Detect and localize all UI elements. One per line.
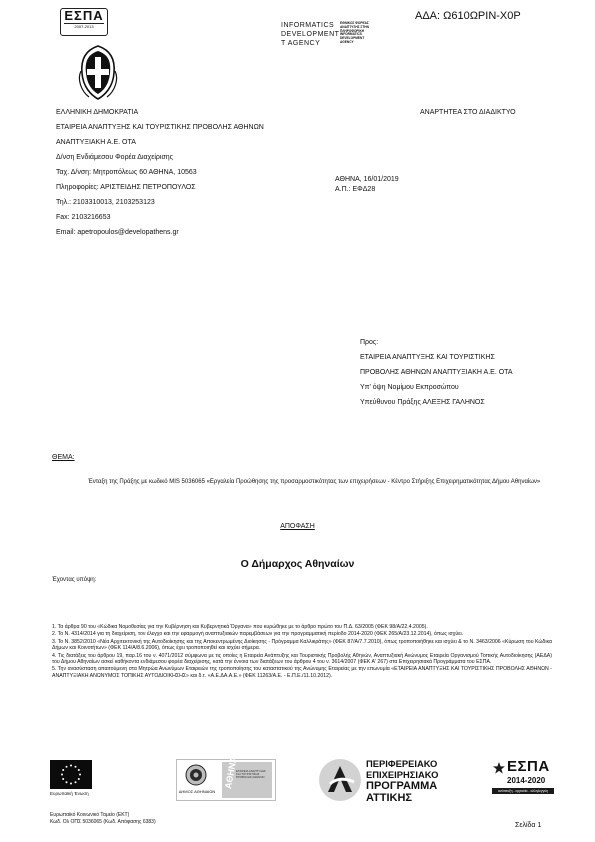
funding-line-1: Ευρωπαϊκό Κοινωνικό Ταμείο (ΕΚΤ) (50, 812, 130, 818)
athens-municipality-caption: ΔΗΜΟΣ ΑΘΗΝΑΙΩΝ (178, 789, 216, 794)
informatics-logo-text (281, 21, 341, 48)
informatics-line-1: INFORMATICS (281, 22, 335, 29)
athens-logo-group (176, 755, 276, 801)
sender-line-6: Πληροφορίες: ΑΡΙΣΤΕΙΔΗΣ ΠΕΤΡΟΠΟΥΛΟΣ (56, 184, 196, 191)
subject-text: Ένταξη της Πράξης με κωδικό MIS 5036065 «Εργαλεία Προώθησης της προσαρμοστικότητας των επιχειρήσεων - Κέντρο Στήριξης Επιχειρηματικότητας Δήμου Αθηναίων» (88, 479, 541, 485)
document-ada-code: ΑΔΑ: Ω610ΩΡΙΝ-Χ0Ρ (415, 10, 521, 22)
recipient-label: Προς: (360, 339, 379, 346)
sender-line-5: Ταχ. Δ/νση: Μητροπόλεως 60 ΑΘΗΝΑ, 10563 (56, 169, 197, 176)
pep-line-1: ΠΕΡΙΦΕΡΕΙΑΚΟ (366, 758, 438, 769)
pep-line-3: ΠΡΟΓΡΑΜΜΑ (366, 780, 438, 792)
pep-line-2: ΕΠΙΧΕΙΡΗΣΙΑΚΟ (366, 768, 439, 780)
informatics-line-2: DEVELOPMENT (281, 31, 340, 38)
sender-line-2: ΕΤΑΙΡΕΙΑ ΑΝΑΠΤΥΞΗΣ ΚΑΙ ΤΟΥΡΙΣΤΙΚΗΣ ΠΡΟΒΟΛΗΣ ΑΘΗΝΩΝ (56, 124, 264, 131)
espa-mini-subtitle: 2007-2013 (64, 23, 104, 29)
athens-badge-word: ΑΘΗΝΑ (223, 755, 239, 790)
recipient-line-1: ΕΤΑΙΡΕΙΑ ΑΝΑΠΤΥΞΗΣ ΚΑΙ ΤΟΥΡΙΣΤΙΚΗΣ (360, 354, 495, 361)
informatics-small-text (340, 22, 400, 45)
recipient-line-2: ΠΡΟΒΟΛΗΣ ΑΘΗΝΩΝ ΑΝΑΠΤΥΞΙΑΚΗ Α.Ε. ΟΤΑ (360, 369, 513, 376)
athens-municipality-seal-icon (185, 764, 207, 786)
recipient-block (360, 338, 580, 413)
consideration-item-3: 3. Το Ν. 3852/2010 «Νέα Αρχιτεκτονική της Αυτοδιοίκησης και της Αποκεντρωμένης Διοίκησης - Πρόγραμμα Καλλικράτης» (ΦΕΚ 87/Α/7.7.2010), όπως τροποποιήθηκε και ισχύει & το Ν. 3463/2006 «Κύρωση του Κώδικα Δήμων και Κοινοτήτων» (ΦΕΚ 114/Α/8.6.2006), όπως έχει τροποποιηθεί και ισχύει σήμερα. (52, 638, 552, 652)
decision-heading: ΑΠΟΦΑΣΗ (280, 523, 315, 530)
athens-development-badge (222, 755, 272, 798)
considering-label: Έχοντας υπόψη: (52, 577, 97, 583)
protocol-number: Α.Π.: ΕΦΔ28 (335, 186, 376, 193)
page-number: Σελίδα 1 (515, 822, 542, 829)
informatics-small-line-2: ΑΝΑΠΤΥΞΗΣ ΣΤΗΝ (340, 24, 369, 29)
athens-badge-caption: ΕΤΑΙΡΕΙΑ ΑΝΑΠΤΥΞΗΣ ΚΑΙ ΤΟΥΡΙΣΤΙΚΗΣ ΠΡΟΒΟΛΗΣ ΑΘΗΝΩΝ (236, 769, 266, 780)
consideration-item-2: 2. Το Ν. 4314/2014 για τη διαχείριση, τον έλεγχο και την εφαρμογή αναπτυξιακών παρεμβάσεων για την προγραμματική περίοδο 2014-2020 (ΦΕΚ 265/Α/23.12.2014), όπως ισχύει. (52, 631, 464, 638)
pep-attica-icon (318, 758, 362, 802)
consideration-item-4: 4. Τις διατάξεις του άρθρου 19, παρ.16 του ν. 4071/2012 σύμφωνα με τις οποίες η Εταιρεία Ανάπτυξης και Τουριστικής Προβολής Αθηνών, Αναπτυξιακή Ανώνυμος Εταιρεία Οργανισμού Τοπικής Αυτοδιοίκησης (ΑΕΔΑ) του Δήμου Αθηναίων ασκεί καθήκοντα ενδιάμεσου φορέα διαχείρισης, κατά την έννοια των διατάξεων του άρθρου 4 του ν. 3614/2007 (ΦΕΚ Α' 267) στα Επιχειρησιακά Προγράμματα του ΕΣΠΑ. (52, 652, 552, 666)
authority-title: Ο Δήμαρχος Αθηναίων (240, 558, 355, 570)
sender-line-3: ΑΝΑΠΤΥΞΙΑΚΗ Α.Ε. ΟΤΑ (56, 139, 136, 146)
espa-2014-years: 2014-2020 (507, 776, 546, 785)
sender-line-8: Fax: 2103216653 (56, 214, 111, 221)
considerations-list (52, 624, 552, 679)
sender-email-link[interactable]: Email: apetropoulos@developathens.gr (56, 229, 179, 236)
posted-online-label: ΑΝΑΡΤΗΤΕΑ ΣΤΟ ΔΙΑΔΙΚΤΥΟ (420, 109, 516, 116)
recipient-line-3: Υπ' όψη Νομίμου Εκπροσώπου (360, 384, 459, 391)
sender-line-7: Τηλ.: 2103310013, 2103253123 (56, 199, 155, 206)
consideration-item-5: 5. Την ανασύσταση απαιτούμενη στα Μητρώα Ανωνύμων Εταιρειών της τροποποίησης του καταστατικού της Ανώνυμης Εταιρείας με την επωνυμία «ΕΤΑΙΡΕΙΑ ΑΝΑΠΤΥΞΗΣ ΚΑΙ ΤΟΥΡΙΣΤΙΚΗΣ ΠΡΟΒΟΛΗΣ ΑΘΗΝΩΝ - ΑΝΑΠΤΥΞΙΑΚΗ ΑΝΩΝΥΜΟΣ ΤΟΠΙΚΗΣ ΑΥΤΟΔΙΟΙΚΗΣΗΣ» και δ.τ. «Α.Ε.ΔΑ.Α.Ε.» (ΦΕΚ 11263/Α.Ε. - Ε.Π.Ε./11.10.2012). (52, 666, 552, 679)
date-place: ΑΘΗΝΑ, 16/01/2019 (335, 176, 399, 183)
eu-caption: Ευρωπαϊκή Ένωση (50, 791, 89, 796)
sender-line-4: Δ/νση Ενδιάμεσου Φορέα Διαχείρισης (56, 154, 174, 161)
espa-2014-star-icon (492, 761, 506, 775)
informatics-small-line-4: INFORMATICS (340, 32, 362, 37)
greek-emblem (75, 43, 121, 101)
informatics-line-3: T AGENCY (281, 40, 321, 47)
subject-label: ΘΕΜΑ: (52, 454, 75, 461)
consideration-item-1: 1. Τα άρθρα 90 του «Κώδικα Νομοθεσίας για την Κυβέρνηση και Κυβερνητικά Όργανα» που κυρώθηκε με το άρθρο πρώτο του Π.Δ. 63/2005 (ΦΕΚ 98/Α/22.4.2005). (52, 624, 428, 630)
recipient-line-4: Υπεύθυνου Πράξης ΑΛΕΞΗΣ ΓΑΛΗΝΟΣ (360, 399, 485, 406)
sender-block (56, 108, 356, 243)
eu-flag (50, 760, 92, 789)
informatics-small-line-6: AGENCY (340, 39, 354, 44)
espa-mini-logo (60, 8, 108, 36)
informatics-small-line-5: DEVELOPMENT (340, 36, 365, 41)
pep-line-4: ΑΤΤΙΚΗΣ (366, 792, 413, 804)
espa-2014-banner: ανάπτυξη - εργασία - αλληλεγγύη (492, 788, 554, 794)
espa-mini-title: ΕΣΠΑ (64, 8, 104, 23)
espa-2014-title: ΕΣΠΑ (507, 758, 550, 775)
funding-info (50, 812, 270, 825)
funding-line-2: Κωδ. Ολ ΟΠΣ 5036065 (Κωδ. Απόφασης 6383) (50, 818, 156, 825)
informatics-small-line-1: ΕΘΝΙΚΟΣ ΦΟΡΕΑΣ (340, 21, 369, 25)
informatics-small-line-3: ΠΛΗΡΟΦΟΡΙΚΗ (340, 28, 365, 33)
espa-2014-logo (492, 759, 554, 799)
pep-attica-text (366, 759, 476, 804)
sender-line-1: ΕΛΛΗΝΙΚΗ ΔΗΜΟΚΡΑΤΙΑ (56, 109, 139, 116)
